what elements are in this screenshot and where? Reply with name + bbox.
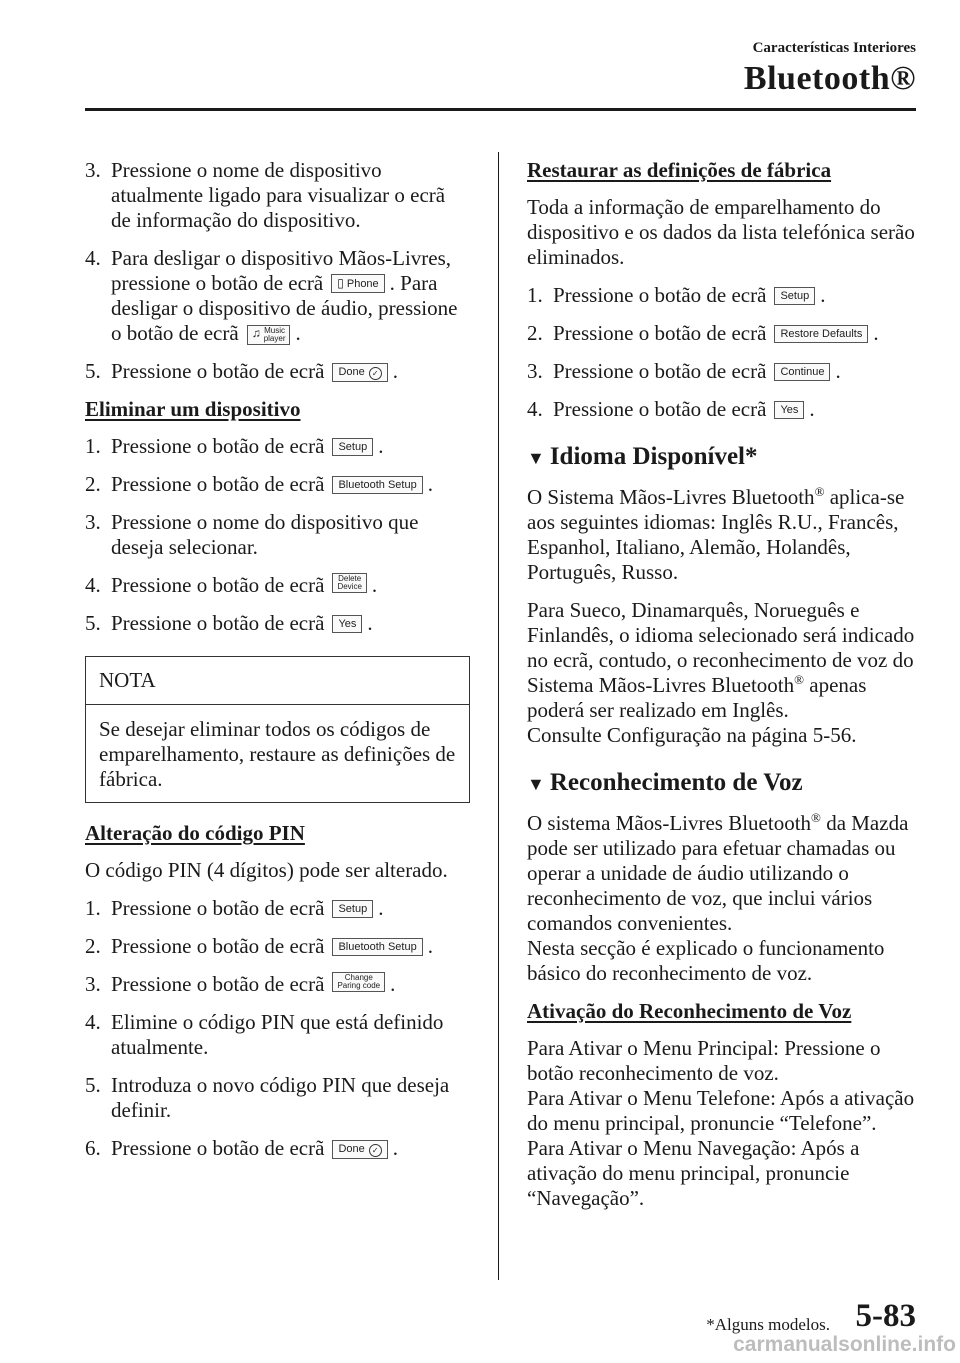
footnote: *Alguns modelos. — [706, 1315, 830, 1334]
step-item — [85, 1010, 470, 1060]
music-note-icon: ♫ — [251, 326, 261, 340]
step-text: Pressione o botão de ecrã — [111, 934, 325, 958]
step-item — [85, 1073, 470, 1123]
step-number: 4. — [527, 397, 543, 421]
setup-button: Setup — [332, 438, 373, 456]
change-code-label-2: Paring code — [337, 981, 381, 990]
step-item — [527, 359, 919, 384]
step-text: . — [367, 611, 373, 635]
pin-intro: O código PIN (4 dígitos) pode ser alterado. — [85, 858, 448, 882]
page-number: 5-83 — [855, 1298, 916, 1334]
step-text: . — [390, 972, 396, 996]
step-text: . — [392, 1136, 398, 1160]
done-button — [332, 1140, 387, 1159]
step-item — [85, 972, 470, 997]
languages-paragraph-2 — [527, 598, 919, 748]
registered-mark: ® — [811, 810, 821, 825]
text-span: da Mazda pode ser utilizado para efetuar chamadas ou operar a unidade de áudio utilizando o reconhecimento de voz, que inclui vários comandos convenientes. — [527, 811, 909, 935]
note-title: NOTA — [86, 657, 469, 705]
bluetooth-setup-button: Bluetooth Setup — [332, 476, 422, 494]
step-text: Pressione o botão de ecrã — [111, 611, 325, 635]
note-text: Se desejar eliminar todos os códigos de emparelhamento, restaure as definições de fábrica. — [99, 717, 456, 791]
step-text: . Para desligar o dispositivo de áudio, pressione o botão de ecrã — [111, 271, 458, 345]
text-span: Para Sueco, Dinamarquês, Norueguês e Finlandês, o idioma selecionado será indicado no ecrã, contudo, o reconhecimento de voz do Sistema Mãos-Livres Bluetooth — [527, 598, 915, 697]
step-text: Introduza o novo código PIN que deseja definir. — [111, 1073, 450, 1122]
step-text: . — [820, 283, 826, 307]
triangle-down-icon: ▼ — [527, 774, 545, 794]
yes-button: Yes — [332, 615, 362, 633]
music-player-button — [247, 325, 291, 345]
music-player-label-1: Music — [264, 325, 286, 335]
done-button — [332, 363, 387, 382]
column-divider — [498, 152, 499, 1280]
step-item — [85, 896, 470, 921]
step-text: Pressione o botão de ecrã — [111, 434, 325, 458]
step-number: 2. — [85, 934, 101, 958]
subheading-restore: Restaurar as definições de fábrica — [527, 158, 832, 182]
step-text: Pressione o nome do dispositivo que deseja selecionar. — [111, 510, 419, 559]
delete-device-label-1: Delete — [338, 574, 362, 583]
text-span: O sistema Mãos-Livres Bluetooth — [527, 811, 812, 835]
step-text: . — [378, 434, 384, 458]
step-number: 3. — [85, 972, 101, 996]
step-text: . — [378, 896, 384, 920]
text-span: Para Ativar o Menu Navegação: Após a ativação do menu principal, pronuncie “Navegação”. — [527, 1136, 860, 1210]
phone-button-label: Phone — [346, 278, 379, 290]
watermark: carmanualsonline.info — [733, 1333, 956, 1356]
step-item — [85, 611, 470, 636]
step-item — [85, 158, 470, 233]
delete-device-button — [332, 573, 366, 593]
step-item — [85, 1136, 470, 1161]
step-number: 5. — [85, 1073, 101, 1097]
restore-defaults-button: Restore Defaults — [774, 325, 868, 343]
triangle-down-icon: ▼ — [527, 448, 545, 468]
page-title: Bluetooth® — [743, 60, 916, 97]
step-text: . — [809, 397, 815, 421]
step-item — [85, 472, 470, 497]
step-number: 2. — [85, 472, 101, 496]
step-text: . — [392, 359, 398, 383]
step-item — [85, 246, 470, 346]
step-text: . — [427, 472, 433, 496]
step-text: Pressione o botão de ecrã — [111, 896, 325, 920]
step-number: 3. — [85, 158, 101, 182]
step-number: 1. — [527, 283, 543, 307]
step-item — [85, 573, 470, 598]
step-number: 3. — [85, 510, 101, 534]
step-text: Elimine o código PIN que está definido atualmente. — [111, 1010, 444, 1059]
subheading-pin: Alteração do código PIN — [85, 821, 305, 845]
heading-voice-text: Reconhecimento de Voz — [549, 769, 803, 796]
heading-voice — [527, 768, 919, 799]
continue-button: Continue — [774, 363, 830, 381]
step-number: 4. — [85, 1010, 101, 1034]
step-number: 1. — [85, 896, 101, 920]
setup-button: Setup — [774, 287, 815, 305]
step-text: . — [835, 359, 841, 383]
voice-paragraph — [527, 811, 919, 986]
step-item — [85, 359, 470, 384]
phone-button — [331, 274, 384, 293]
subheading-activate: Ativação do Reconhecimento de Voz — [527, 999, 852, 1023]
delete-device-label-2: Device — [337, 582, 362, 591]
phone-icon: ▯ — [337, 276, 344, 290]
done-button-label: Done — [338, 1143, 365, 1155]
step-item — [527, 397, 919, 422]
step-item — [527, 321, 919, 346]
activate-paragraph — [527, 1036, 919, 1211]
music-player-label-2: player — [263, 333, 286, 343]
change-paring-code-button — [332, 972, 385, 992]
section-label: Características Interiores — [752, 40, 916, 56]
setup-button: Setup — [332, 900, 373, 918]
text-span: aplica-se aos seguintes idiomas: Inglês R.U., Francês, Espanhol, Italiano, Alemão, Holandês, Português, Russo. — [527, 485, 905, 584]
text-span: apenas poderá ser realizado em Inglês. — [527, 673, 867, 722]
step-number: 1. — [85, 434, 101, 458]
languages-paragraph-1 — [527, 485, 919, 585]
step-text: Pressione o botão de ecrã — [553, 359, 767, 383]
step-text: Pressione o botão de ecrã — [111, 359, 325, 383]
subheading-delete: Eliminar um dispositivo — [85, 397, 301, 421]
step-text: . — [873, 321, 879, 345]
step-number: 4. — [85, 573, 101, 597]
step-text: Pressione o botão de ecrã — [111, 1136, 325, 1160]
step-text: Pressione o botão de ecrã — [553, 321, 767, 345]
check-icon: ✓ — [369, 367, 382, 380]
step-number: 5. — [85, 359, 101, 383]
restore-intro: Toda a informação de emparelhamento do dispositivo e os dados da lista telefónica serão eliminados. — [527, 195, 915, 269]
step-text: Pressione o botão de ecrã — [111, 573, 325, 597]
step-text: . — [371, 573, 378, 597]
heading-languages-text: Idioma Disponível* — [549, 443, 758, 470]
step-number: 5. — [85, 611, 101, 635]
yes-button: Yes — [774, 401, 804, 419]
change-code-label-1: Change — [344, 973, 373, 982]
step-item — [527, 283, 919, 308]
step-text: Pressione o nome de dispositivo atualmente ligado para visualizar o ecrã de informação do dispositivo. — [111, 158, 446, 232]
step-item — [85, 934, 470, 959]
step-number: 2. — [527, 321, 543, 345]
done-button-label: Done — [338, 366, 365, 378]
heading-languages — [527, 442, 919, 473]
text-span: Para Ativar o Menu Principal: Pressione o botão reconhecimento de voz. — [527, 1036, 881, 1085]
check-icon: ✓ — [369, 1144, 382, 1157]
step-text: Para desligar o dispositivo Mãos-Livres, pressione o botão de ecrã — [111, 246, 452, 295]
step-number: 6. — [85, 1136, 101, 1160]
step-text: Pressione o botão de ecrã — [553, 283, 767, 307]
bluetooth-setup-button: Bluetooth Setup — [332, 938, 422, 956]
header-rule — [85, 108, 916, 111]
step-number: 4. — [85, 246, 101, 270]
step-item — [85, 434, 470, 459]
step-text: . — [295, 321, 301, 345]
step-text: . — [427, 934, 433, 958]
step-text: Pressione o botão de ecrã — [553, 397, 767, 421]
text-span: O Sistema Mãos-Livres Bluetooth — [527, 485, 815, 509]
text-span: Nesta secção é explicado o funcionamento básico do reconhecimento de voz. — [527, 936, 885, 985]
registered-mark: ® — [814, 484, 825, 499]
note-box — [85, 656, 470, 803]
step-text: Pressione o botão de ecrã — [111, 472, 325, 496]
step-item — [85, 510, 470, 560]
step-number: 3. — [527, 359, 543, 383]
registered-mark: ® — [794, 672, 805, 687]
cross-reference: Consulte Configuração na página 5-56. — [527, 723, 857, 747]
left-column — [85, 158, 470, 1174]
right-column — [527, 158, 919, 1224]
step-text: Pressione o botão de ecrã — [111, 972, 325, 996]
text-span: Para Ativar o Menu Telefone: Após a ativação do menu principal, pronuncie “Telefone”. — [527, 1086, 915, 1135]
